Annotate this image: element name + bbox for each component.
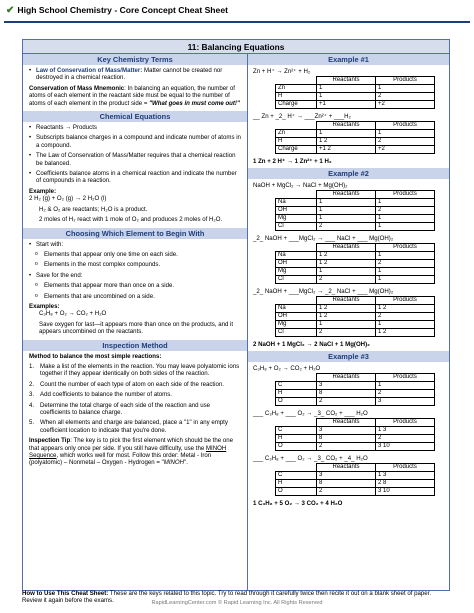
- start-with: • Start with:: [29, 241, 242, 248]
- section-choosing-element: Choosing Which Element to Begin With: [23, 228, 247, 239]
- step-5: 5. When all elements and charge are balanced, place a "1" in any empty coefficient location to indicate that you're done.: [29, 419, 228, 434]
- ex3-equation-3: ___ C₃H₈ + ___ O₂ → _3_ CO₂ + _4_ H₂O: [253, 455, 368, 462]
- ex3-table-2: Reactants Products C 3 1 3 H 8 2 O 2 3 10: [275, 418, 435, 451]
- ex2-equation-1: NaOH + MgCl₂ → NaCl + Mg(OH)₂: [253, 182, 348, 189]
- topic-band: 11: Balancing Equations: [23, 40, 449, 54]
- ex3-equation-1: C₃H₈ + O₂ → CO₂ + H₂O: [253, 365, 321, 372]
- start-item-1: o Elements that appear only one time on each side.: [29, 251, 242, 258]
- end-item-1: o Elements that appear more than once on a side.: [29, 282, 242, 289]
- section-example-1: Example #1: [248, 54, 449, 65]
- save-for-end: • Save for the end:: [29, 272, 242, 279]
- end-item-2: o Elements that are uncombined on a side.: [29, 293, 242, 300]
- ex3-answer: 1 C₃H₈ + 5 O₂ → 3 CO₂ + 4 H₂O: [253, 500, 343, 507]
- ex2-table-1: Reactants Products Na 1 1 OH 1 2 Mg 1 1 Cl 2 1: [275, 190, 435, 231]
- chem-eq-bullet-1: • Reactants → Products: [29, 124, 242, 131]
- step-4: 4. Determine the total charge of each side of the reaction and use coefficients to balance charge.: [29, 401, 211, 416]
- section-inspection-method: Inspection Method: [23, 340, 247, 351]
- ex3-equation-2: ___ C₃H₈ + ___ O₂ → _3_ CO₂ + ___ H₂O: [253, 410, 368, 417]
- section-example-2: Example #2: [248, 168, 449, 179]
- section-chemical-equations: Chemical Equations: [23, 111, 247, 122]
- inspection-lead: Method to balance the most simple reactions:: [29, 352, 162, 360]
- ex1-equation-1: Zn + H⁺ → Zn²⁺ + H₂: [253, 68, 311, 75]
- cheat-sheet-body: [22, 39, 450, 591]
- page-title: High School Chemistry - Core Concept Cheat Sheet: [17, 5, 228, 15]
- chem-eq-bullet-4: • Coefficients balance atoms in a chemical reaction and indicate the number of compounds in a reaction.: [29, 170, 242, 185]
- mnemonic-text: Conservation of Mass Mnemonic: In balancing an equation, the number of atoms of each element in the reactant side must be equal to the number of atoms of each element in the product side = "What goes in must come out!": [29, 84, 240, 107]
- ex2-table-3: Reactants Products Na 1 2 1 2 OH 1 2 2 Mg 1 1 Cl 2 1 2: [275, 296, 435, 337]
- ex1-equation-2: __ Zn + _2_ H⁺ → ___Zn²⁺ + ___H₂: [253, 113, 351, 120]
- footer: RapidLearningCenter.com © Rapid Learning Inc. All Rights Reserved: [151, 600, 323, 606]
- examples-label: Examples:: [29, 302, 60, 310]
- ex3-table-1: Reactants Products C 3 1 H 8 2 O 2 3: [275, 373, 435, 406]
- example-label: Example:: [29, 187, 57, 195]
- chem-eq-bullet-2: • Subscripts balance charges in a compound and indicate number of atoms in a compound.: [29, 134, 242, 149]
- right-column: [248, 54, 449, 590]
- example-text-1: H₂ & O₂ are reactants; H₂O is a product.: [39, 205, 148, 213]
- section-example-3: Example #3: [248, 351, 449, 362]
- ex3-table-3: Reactants Products C 3 1 3 H 8 2 8 O 2 3 10: [275, 463, 435, 496]
- examples-text: Save oxygen for last—it appears more than once on the products, and it appears uncombined on the reactants.: [39, 320, 234, 336]
- example-equation: 2 H₂ (g) + O₂ (g) → 2 H₂O (l): [29, 195, 107, 203]
- section-key-terms: Key Chemistry Terms: [23, 54, 247, 65]
- step-2: 2. Count the number of each type of atom on each side of the reaction.: [29, 380, 224, 388]
- examples-equation: C₃H₈ + O₂ → CO₂ + H₂O: [39, 310, 107, 318]
- inspection-tip: Inspection Tip: The key is to pick the first element which should be the one that appears only once per side. If you still have difficulty, use the MINOH Sequence, which works well for most. Follow this order: Metal - Iron (polyatomic) – Nonmetal – Oxygen - Hydrogen = "MINOH".: [29, 437, 234, 467]
- header-rule: [4, 21, 470, 23]
- step-3: 3. Add coefficients to balance the number of atoms.: [29, 391, 172, 399]
- checkmark-icon: ✔: [6, 4, 15, 16]
- example-text-2: 2 moles of H₂ react with 1 mole of O₂ and produces 2 moles of H₂O.: [39, 216, 223, 224]
- left-column: [23, 54, 248, 590]
- ex1-table-1: Reactants Products Zn 1 1 H 1 2 Charge +1 +2: [275, 76, 435, 109]
- chem-eq-bullet-3: • The Law of Conservation of Mass/Matter requires that a chemical reaction be balanced.: [29, 152, 242, 167]
- ex1-answer: 1 Zn + 2 H⁺ → 1 Zn²⁺ + 1 H₂: [253, 158, 332, 165]
- step-1: 1. Make a list of the elements in the reaction. You may leave polyatomic ions together if they appear identically on both sides of the reaction.: [29, 362, 240, 378]
- key-term-law: • Law of Conservation of Mass/Matter: Matter cannot be created nor destroyed in a chemical reaction.: [29, 67, 242, 82]
- header: [6, 3, 228, 17]
- how-to-use: How to Use This Cheat Sheet: These are the keys related to this topic. Try to read through it carefully twice then recite it out on a blank sheet of paper. Review it again before the exams.: [22, 590, 432, 605]
- start-item-2: o Elements in the most complex compounds.: [29, 261, 242, 268]
- ex2-equation-3: _2_ NaOH + ___MgCl₂ → _2_ NaCl + ___ Mg(OH)₂: [253, 288, 394, 295]
- ex2-table-2: Reactants Products Na 1 2 1 OH 1 2 2 Mg 1 1 Cl 2 1: [275, 243, 435, 284]
- ex2-answer: 2 NaOH + 1 MgCl₂ → 2 NaCl + 1 Mg(OH)₂: [253, 341, 370, 348]
- ex2-equation-2: _2_ NaOH + ___MgCl₂ → ___ NaCl + ___ Mg(OH)₂: [253, 235, 394, 242]
- ex1-table-2: Reactants Products Zn 1 1 H 1 2 2 Charge +1 2 +2: [275, 121, 435, 154]
